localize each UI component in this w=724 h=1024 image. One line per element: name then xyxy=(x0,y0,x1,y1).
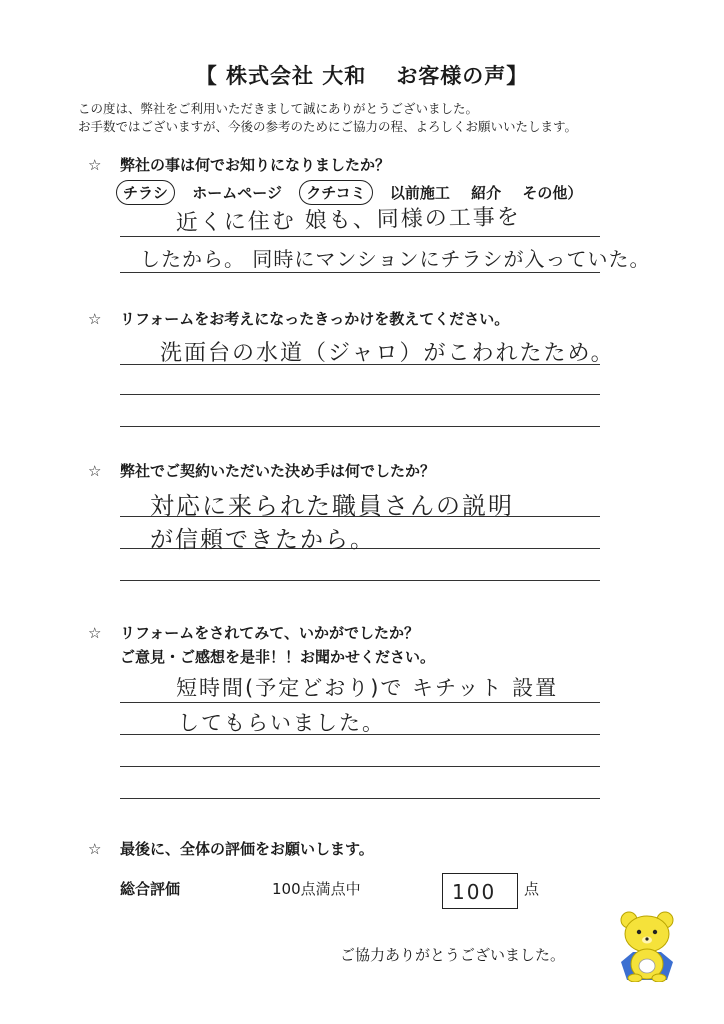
star-icon: ☆ xyxy=(88,310,102,328)
page-title xyxy=(0,60,724,90)
star-icon: ☆ xyxy=(88,624,102,642)
question-2-text: リフォームをお考えになったきっかけを教えてください。 xyxy=(120,310,510,328)
intro-text xyxy=(78,100,577,136)
intro-line-1: この度は、弊社をご利用いただきまして誠にありがとうございました。 xyxy=(78,101,479,116)
answer-line xyxy=(120,766,600,767)
answer-line xyxy=(120,272,600,273)
thanks-text: ご協力ありがとうございました。 xyxy=(340,946,566,964)
question-5-text: 最後に、全体の評価をお願いします。 xyxy=(120,840,374,858)
option-other: その他） xyxy=(522,184,583,202)
question-4-subtext: ご意見・ご感想を是非！！お聞かせください。 xyxy=(120,648,436,666)
q2-answer-line-1: 洗面台の水道（ジャロ）がこわれたため。 xyxy=(160,341,615,366)
question-1 xyxy=(88,154,390,175)
answer-line xyxy=(120,580,600,581)
answer-line xyxy=(120,394,600,395)
q4-answer-line-1: 短時間(予定どおり)で キチット 設置 xyxy=(176,676,559,700)
q4-answer-line-2: してもらいました。 xyxy=(178,711,385,735)
score-unit: 点 xyxy=(524,880,540,898)
q1-answer-line-2: したから。 同時にマンションにチラシが入っていた。 xyxy=(140,247,651,271)
question-1-options xyxy=(116,180,594,205)
star-icon: ☆ xyxy=(88,840,102,858)
answer-line xyxy=(120,426,600,427)
intro-line-2: お手数ではございますが、今後の参考のためにご協力の程、よろしくお願いいたします。 xyxy=(78,119,578,134)
option-previous-work: 以前施工 xyxy=(389,184,450,202)
q3-answer-line-2: が信頼できたから。 xyxy=(150,527,375,553)
q3-answer-line-1: 対応に来られた職員さんの説明 xyxy=(150,492,514,520)
title-company: 【 株式会社 大和 xyxy=(195,64,367,88)
star-icon: ☆ xyxy=(88,156,102,174)
question-4-text: リフォームをされてみて、いかがでしたか？ xyxy=(120,624,419,642)
option-homepage: ホームページ xyxy=(192,184,282,202)
question-5 xyxy=(88,838,374,859)
answer-line xyxy=(120,798,600,799)
question-1-text: 弊社の事は何でお知りになりましたか？ xyxy=(120,156,391,174)
option-flyer: チラシ xyxy=(116,180,175,205)
bear-mascot-icon xyxy=(615,910,679,982)
question-3 xyxy=(88,460,435,481)
option-referral: 紹介 xyxy=(471,184,502,202)
total-rating-label: 総合評価 xyxy=(120,880,181,898)
question-2 xyxy=(88,308,509,329)
answer-line xyxy=(120,702,600,703)
title-voice: お客様の声】 xyxy=(396,64,529,88)
scale-label: 100点満点中 xyxy=(272,880,361,898)
score-value: 100 xyxy=(452,880,497,904)
question-3-text: 弊社でご契約いただいた決め手は何でしたか？ xyxy=(120,462,436,480)
q1-answer-line-1: 近くに住む 娘も、同様の工事を xyxy=(175,204,521,237)
star-icon: ☆ xyxy=(88,462,102,480)
question-4 xyxy=(88,622,419,643)
option-word-of-mouth: クチコミ xyxy=(299,180,372,205)
